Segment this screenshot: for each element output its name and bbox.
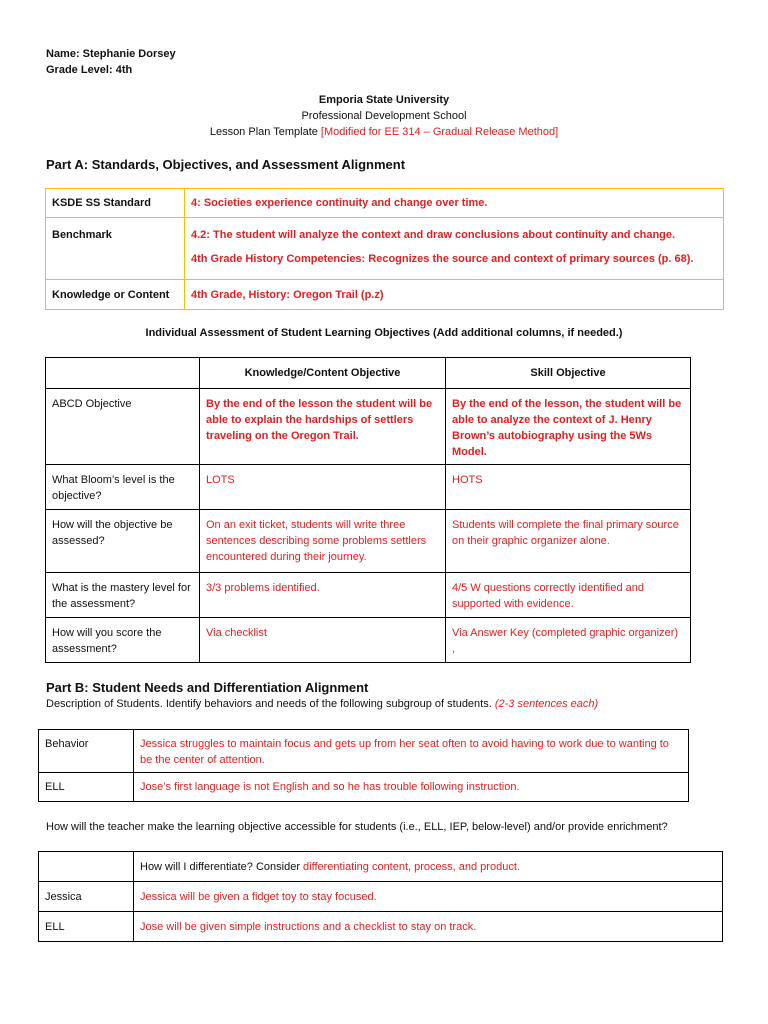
table-row bbox=[39, 730, 689, 773]
row-value: 4th Grade, History: Oregon Trail (p.z) bbox=[185, 280, 724, 310]
template-label: Lesson Plan Template bbox=[209, 126, 321, 138]
template-note: [Modified for EE 314 – Gradual Release Method] bbox=[320, 126, 559, 138]
row-label: Benchmark bbox=[46, 218, 185, 280]
assessment-caption: Individual Assessment of Student Learning Objectives (Add additional columns, if needed.) bbox=[145, 327, 623, 339]
grade-level: Grade Level: 4th bbox=[46, 64, 133, 76]
content-row bbox=[46, 280, 724, 310]
row-value: 4: Societies experience continuity and change over time. bbox=[185, 189, 724, 218]
part-b-title: Part B: Student Needs and Differentiation Alignment bbox=[46, 680, 369, 695]
knowledge-cell: LOTS bbox=[200, 465, 446, 510]
empty-header-cell bbox=[46, 358, 200, 389]
row-label: Knowledge or Content bbox=[46, 280, 185, 310]
description-note: (2-3 sentences each) bbox=[494, 698, 599, 710]
part-a-title: Part A: Standards, Objectives, and Assessment Alignment bbox=[46, 157, 406, 172]
knowledge-cell: 3/3 problems identified. bbox=[200, 573, 446, 618]
knowledge-cell: By the end of the lesson the student will be able to explain the hardships of settlers traveling on the Oregon Trail. bbox=[200, 389, 446, 465]
table-row bbox=[39, 773, 689, 802]
assessment-header-row bbox=[46, 358, 691, 389]
row-label: Behavior bbox=[39, 730, 134, 773]
skill-cell: Students will complete the final primary source on their graphic organizer alone. bbox=[446, 510, 691, 573]
knowledge-cell: Via checklist bbox=[200, 618, 446, 663]
part-b-description bbox=[46, 698, 598, 710]
university-name: Emporia State University bbox=[318, 94, 450, 106]
knowledge-cell: On an exit ticket, students will write three sentences describing some problems settlers encountered during their journey. bbox=[200, 510, 446, 573]
row-label: KSDE SS Standard bbox=[46, 189, 185, 218]
assessment-table bbox=[45, 357, 691, 663]
table-row bbox=[39, 912, 723, 942]
competency-text: 4th Grade History Competencies: Recognizes the source and context of primary sources (p. 68). bbox=[191, 253, 694, 265]
table-row bbox=[39, 882, 723, 912]
accessibility-question: How will the teacher make the learning objective accessible for students (i.e., ELL, IEP, below-level) and/or provide enrichment? bbox=[46, 821, 668, 833]
skill-cell: Via Answer Key (completed graphic organizer) , bbox=[446, 618, 691, 663]
row-label: ABCD Objective bbox=[46, 389, 200, 465]
student-name: Name: Stephanie Dorsey bbox=[46, 48, 176, 60]
diff-header-red: differentiating content, process, and product. bbox=[303, 860, 520, 873]
diff-header-text: How will I differentiate? Consider bbox=[140, 860, 304, 873]
knowledge-header: Knowledge/Content Objective bbox=[200, 358, 446, 389]
differentiation-header bbox=[134, 852, 723, 882]
student-needs-table bbox=[38, 729, 689, 802]
row-value: Jose will be given simple instructions and a checklist to stay on track. bbox=[134, 912, 723, 942]
row-label: What Bloom’s level is the objective? bbox=[46, 465, 200, 510]
skill-cell: By the end of the lesson, the student will be able to analyze the context of J. Henry Brown’s autobiography using the 5Ws Model. bbox=[446, 389, 691, 465]
row-label: ELL bbox=[39, 912, 134, 942]
table-row bbox=[46, 389, 691, 465]
description-text: Description of Students. Identify behaviors and needs of the following subgroup of students. bbox=[46, 698, 495, 710]
template-title bbox=[0, 126, 768, 138]
table-row bbox=[46, 573, 691, 618]
standard-row bbox=[46, 189, 724, 218]
row-label: How will you score the assessment? bbox=[46, 618, 200, 663]
row-label: What is the mastery level for the assessment? bbox=[46, 573, 200, 618]
table-row bbox=[46, 465, 691, 510]
table-row bbox=[46, 618, 691, 663]
benchmark-row bbox=[46, 218, 724, 280]
empty-header-cell bbox=[39, 852, 134, 882]
table-row bbox=[46, 510, 691, 573]
skill-cell: HOTS bbox=[446, 465, 691, 510]
differentiation-header-row bbox=[39, 852, 723, 882]
row-value: Jessica will be given a fidget toy to stay focused. bbox=[134, 882, 723, 912]
school-name: Professional Development School bbox=[301, 110, 467, 122]
skill-cell: 4/5 W questions correctly identified and supported with evidence. bbox=[446, 573, 691, 618]
row-label: ELL bbox=[39, 773, 134, 802]
row-value bbox=[185, 218, 724, 280]
benchmark-text: 4.2: The student will analyze the context and draw conclusions about continuity and change. bbox=[191, 229, 676, 241]
standards-table bbox=[45, 188, 724, 310]
row-value: Jose’s first language is not English and so he has trouble following instruction. bbox=[134, 773, 689, 802]
row-label: How will the objective be assessed? bbox=[46, 510, 200, 573]
row-label: Jessica bbox=[39, 882, 134, 912]
skill-header: Skill Objective bbox=[446, 358, 691, 389]
differentiation-table bbox=[38, 851, 723, 942]
row-value: Jessica struggles to maintain focus and gets up from her seat often to avoid having to work due to wanting to be the center of attention. bbox=[134, 730, 689, 773]
